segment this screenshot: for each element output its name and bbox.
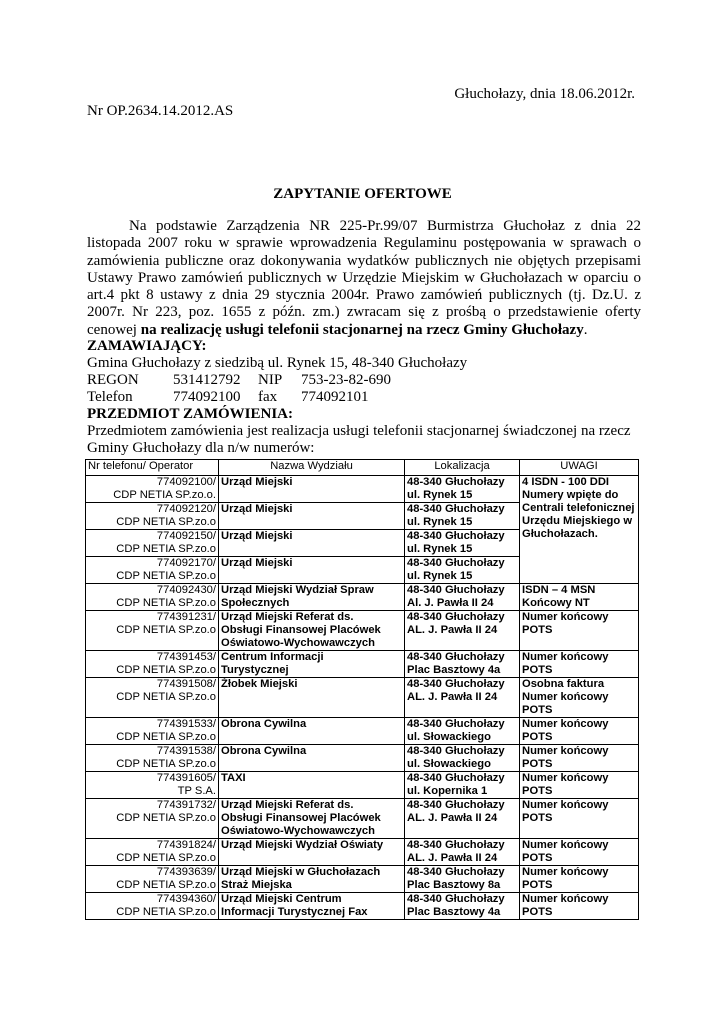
notes-cell (520, 839, 639, 866)
notes-text: Osobna faktura Numer końcowy POTS (522, 678, 609, 716)
department-cell (219, 839, 405, 866)
location-line-1: 48-340 Głuchołazy (407, 718, 505, 730)
department-name: Centrum Informacji Turystycznej (221, 651, 324, 676)
operator-name: CDP NETIA SP.zo.o (116, 543, 216, 555)
table-body (86, 476, 639, 920)
location-cell (405, 799, 520, 839)
location-line-1: 48-340 Głuchołazy (407, 651, 505, 663)
phone-numbers-table (85, 459, 639, 920)
location-line-2: AL. J. Pawła II 24 (407, 691, 498, 703)
document-title: ZAPYTANIE OFERTOWE (273, 186, 452, 202)
phone-operator-cell (86, 651, 219, 678)
notes-text: ISDN – 4 MSN Końcowy NT (522, 584, 596, 609)
location-line-2: Plac Basztowy 4a (407, 664, 501, 676)
location-line-1: 48-340 Głuchołazy (407, 503, 505, 515)
notes-text: Numer końcowy POTS (522, 866, 609, 891)
table-row (86, 772, 639, 799)
department-name: Urząd Miejski Referat ds. Obsługi Finansowej Placówek Oświatowo-Wychowawczych (221, 799, 381, 837)
location-line-2: ul. Rynek 15 (407, 516, 473, 528)
location-line-2: Plac Basztowy 4a (407, 906, 501, 918)
notes-cell (520, 718, 639, 745)
phone-operator-cell (86, 745, 219, 772)
operator-name: CDP NETIA SP.zo.o (116, 691, 216, 703)
table-row (86, 799, 639, 839)
subject-line-2: Gminy Głuchołazy dla n/w numerów: (87, 440, 315, 456)
table-header-row (86, 460, 639, 476)
department-name: Urząd Miejski Centrum Informacji Turystycznej Fax (221, 893, 368, 918)
department-name: Żłobek Miejski (221, 678, 298, 690)
location-cell (405, 557, 520, 584)
department-cell (219, 772, 405, 799)
orderer-section (87, 338, 631, 457)
nip-label: NIP (258, 372, 283, 388)
intro-bold-text: na realizację usługi telefonii stacjonarnej na rzecz Gminy Głuchołazy (140, 321, 584, 338)
notes-cell (520, 893, 639, 920)
notes-text: Numer końcowy POTS (522, 611, 609, 636)
phone-number: 774394360/ (156, 893, 216, 905)
phone-operator-cell (86, 530, 219, 557)
notes-cell (520, 476, 639, 584)
notes-cell (520, 611, 639, 651)
location-line-1: 48-340 Głuchołazy (407, 530, 505, 542)
location-cell (405, 584, 520, 611)
location-line-1: 48-340 Głuchołazy (407, 799, 505, 811)
phone-operator-cell (86, 839, 219, 866)
phone-number: 774391508/ (156, 678, 216, 690)
location-cell (405, 893, 520, 920)
location-line-1: 48-340 Głuchołazy (407, 772, 505, 784)
department-name: Urząd Miejski Wydział Spraw Społecznych (221, 584, 374, 609)
phone-number: 774092170/ (156, 557, 216, 569)
header-department: Nazwa Wydziału (219, 460, 405, 476)
operator-name: CDP NETIA SP.zo.o (116, 731, 216, 743)
location-line-2: ul. Słowackiego (407, 731, 491, 743)
orderer-contacts (87, 389, 631, 406)
location-cell (405, 718, 520, 745)
regon-label: REGON (87, 372, 139, 388)
notes-text: Numer końcowy POTS (522, 839, 609, 864)
operator-name: CDP NETIA SP.zo.o (116, 597, 216, 609)
orderer-heading: ZAMAWIAJĄCY: (87, 338, 207, 354)
location-line-2: Al. J. Pawła II 24 (407, 597, 494, 609)
location-cell (405, 866, 520, 893)
notes-cell (520, 866, 639, 893)
intro-end: . (583, 321, 588, 338)
header-phone-operator: Nr telefonu/ Operator (86, 460, 219, 476)
notes-cell (520, 799, 639, 839)
location-cell (405, 651, 520, 678)
location-line-2: AL. J. Pawła II 24 (407, 624, 498, 636)
fax-value: 774092101 (301, 389, 369, 405)
operator-name: CDP NETIA SP.zo.o (116, 758, 216, 770)
notes-cell (520, 584, 639, 611)
phone-operator-cell (86, 799, 219, 839)
phone-number: 774391533/ (156, 718, 216, 730)
location-line-1: 48-340 Głuchołazy (407, 611, 505, 623)
department-name: Urząd Miejski (221, 530, 293, 542)
department-cell (219, 557, 405, 584)
operator-name: CDP NETIA SP.zo.o (116, 570, 216, 582)
phone-number: 774393639/ (156, 866, 216, 878)
location-cell (405, 839, 520, 866)
subject-heading: PRZEDMIOT ZAMÓWIENIA: (87, 406, 293, 422)
phone-operator-cell (86, 866, 219, 893)
department-cell (219, 866, 405, 893)
location-line-2: ul. Rynek 15 (407, 543, 473, 555)
department-name: Urząd Miejski Referat ds. Obsługi Finansowej Placówek Oświatowo-Wychowawczych (221, 611, 381, 649)
orderer-address: Gmina Głuchołazy z siedzibą ul. Rynek 15, 48-340 Głuchołazy (87, 355, 468, 371)
department-cell (219, 893, 405, 920)
location-line-1: 48-340 Głuchołazy (407, 584, 505, 596)
operator-name: TP S.A. (177, 785, 216, 797)
orderer-ids (87, 372, 631, 389)
department-cell (219, 611, 405, 651)
phone-operator-cell (86, 718, 219, 745)
location-cell (405, 772, 520, 799)
department-cell (219, 476, 405, 503)
phone-label: Telefon (87, 389, 133, 405)
location-cell (405, 476, 520, 503)
location-line-1: 48-340 Głuchołazy (407, 557, 505, 569)
location-cell (405, 503, 520, 530)
phone-number: 774092430/ (156, 584, 216, 596)
table-row (86, 584, 639, 611)
phone-number: 774092120/ (156, 503, 216, 515)
table-row (86, 678, 639, 718)
location-cell (405, 611, 520, 651)
department-cell (219, 718, 405, 745)
department-cell (219, 530, 405, 557)
table-row (86, 611, 639, 651)
table-row (86, 866, 639, 893)
phone-operator-cell (86, 503, 219, 530)
notes-cell (520, 678, 639, 718)
phone-value: 774092100 (173, 389, 241, 405)
phone-number: 774391538/ (156, 745, 216, 757)
location-line-2: ul. Rynek 15 (407, 489, 473, 501)
operator-name: CDP NETIA SP.zo.o. (113, 489, 216, 501)
location-cell (405, 678, 520, 718)
phone-number: 774391453/ (156, 651, 216, 663)
department-cell (219, 503, 405, 530)
location-line-1: 48-340 Głuchołazy (407, 476, 505, 488)
phone-number: 774391231/ (156, 611, 216, 623)
subject-line-1: Przedmiotem zamówienia jest realizacja usługi telefonii stacjonarnej świadczonej na rzecz (87, 423, 631, 439)
phone-number: 774391605/ (156, 772, 216, 784)
notes-cell (520, 651, 639, 678)
location-line-1: 48-340 Głuchołazy (407, 866, 505, 878)
fax-label: fax (258, 389, 278, 405)
phone-operator-cell (86, 476, 219, 503)
operator-name: CDP NETIA SP.zo.o (116, 812, 216, 824)
document-date: Głuchołazy, dnia 18.06.2012r. (454, 86, 635, 102)
notes-text: Numer końcowy POTS (522, 651, 609, 676)
header-location: Lokalizacja (405, 460, 520, 476)
nip-value: 753-23-82-690 (301, 372, 391, 388)
notes-text: Numer końcowy POTS (522, 893, 609, 918)
phone-operator-cell (86, 893, 219, 920)
operator-name: CDP NETIA SP.zo.o (116, 664, 216, 676)
phone-operator-cell (86, 584, 219, 611)
phone-number: 774092100/ (156, 476, 216, 488)
department-cell (219, 745, 405, 772)
location-cell (405, 530, 520, 557)
department-cell (219, 678, 405, 718)
location-line-1: 48-340 Głuchołazy (407, 678, 505, 690)
table-row (86, 893, 639, 920)
phone-operator-cell (86, 772, 219, 799)
operator-name: CDP NETIA SP.zo.o (116, 852, 216, 864)
department-name: Urząd Miejski (221, 503, 293, 515)
operator-name: CDP NETIA SP.zo.o (116, 906, 216, 918)
location-line-2: AL. J. Pawła II 24 (407, 812, 498, 824)
table-row (86, 651, 639, 678)
department-cell (219, 584, 405, 611)
regon-value: 531412792 (173, 372, 241, 388)
notes-cell (520, 745, 639, 772)
phone-operator-cell (86, 557, 219, 584)
department-name: TAXI (221, 772, 246, 784)
department-name: Urząd Miejski w Głuchołazach Straż Miejska (221, 866, 381, 891)
operator-name: CDP NETIA SP.zo.o (116, 879, 216, 891)
phone-number: 774391824/ (156, 839, 216, 851)
table-row (86, 476, 639, 503)
operator-name: CDP NETIA SP.zo.o (116, 624, 216, 636)
phone-number: 774092150/ (156, 530, 216, 542)
location-line-2: ul. Słowackiego (407, 758, 491, 770)
department-name: Obrona Cywilna (221, 718, 307, 730)
department-name: Obrona Cywilna (221, 745, 307, 757)
intro-text: Na podstawie Zarządzenia NR 225-Pr.99/07 Burmistrza Głuchołaz z dnia 22 listopada 2007 roku w sprawie wprowadzenia Regulaminu postępowania w sprawach o zamówienia publiczne oraz dokonywania wydatków publicznych nie objętych przepisami Ustawy Prawo zamówień publicznych w Urzędzie Miejskim w Głuchołazach w oparciu o art.4 pkt 8 ustawy z dnia 29 stycznia 2004r. Prawo zamówień publicznych (tj. Dz.U. z 2007r. Nr 223, poz. 1655 z późn. zm.) zwracam się z prośbą o przedstawienie oferty cenowej (87, 218, 641, 338)
notes-text: Numer końcowy POTS (522, 772, 609, 797)
location-cell (405, 745, 520, 772)
intro-paragraph (87, 218, 641, 339)
notes-text: Numer końcowy POTS (522, 718, 609, 743)
department-cell (219, 651, 405, 678)
department-name: Urząd Miejski (221, 557, 293, 569)
location-line-2: AL. J. Pawła II 24 (407, 852, 498, 864)
notes-text: 4 ISDN - 100 DDI Numery wpięte do Centrali telefonicznej Urzędu Miejskiego w Głuchołazach. (522, 476, 635, 540)
reference-number: Nr OP.2634.14.2012.AS (87, 103, 234, 119)
department-name: Urząd Miejski Wydział Oświaty (221, 839, 384, 851)
notes-text: Numer końcowy POTS (522, 799, 609, 824)
location-line-2: ul. Rynek 15 (407, 570, 473, 582)
table-row (86, 839, 639, 866)
table-row (86, 745, 639, 772)
phone-operator-cell (86, 611, 219, 651)
department-cell (219, 799, 405, 839)
location-line-1: 48-340 Głuchołazy (407, 893, 505, 905)
phone-operator-cell (86, 678, 219, 718)
location-line-1: 48-340 Głuchołazy (407, 839, 505, 851)
header-notes: UWAGI (520, 460, 639, 476)
notes-text: Numer końcowy POTS (522, 745, 609, 770)
department-name: Urząd Miejski (221, 476, 293, 488)
phone-number: 774391732/ (156, 799, 216, 811)
table-row (86, 718, 639, 745)
location-line-2: Plac Basztowy 8a (407, 879, 501, 891)
notes-cell (520, 772, 639, 799)
location-line-1: 48-340 Głuchołazy (407, 745, 505, 757)
operator-name: CDP NETIA SP.zo.o (116, 516, 216, 528)
location-line-2: ul. Kopernika 1 (407, 785, 488, 797)
